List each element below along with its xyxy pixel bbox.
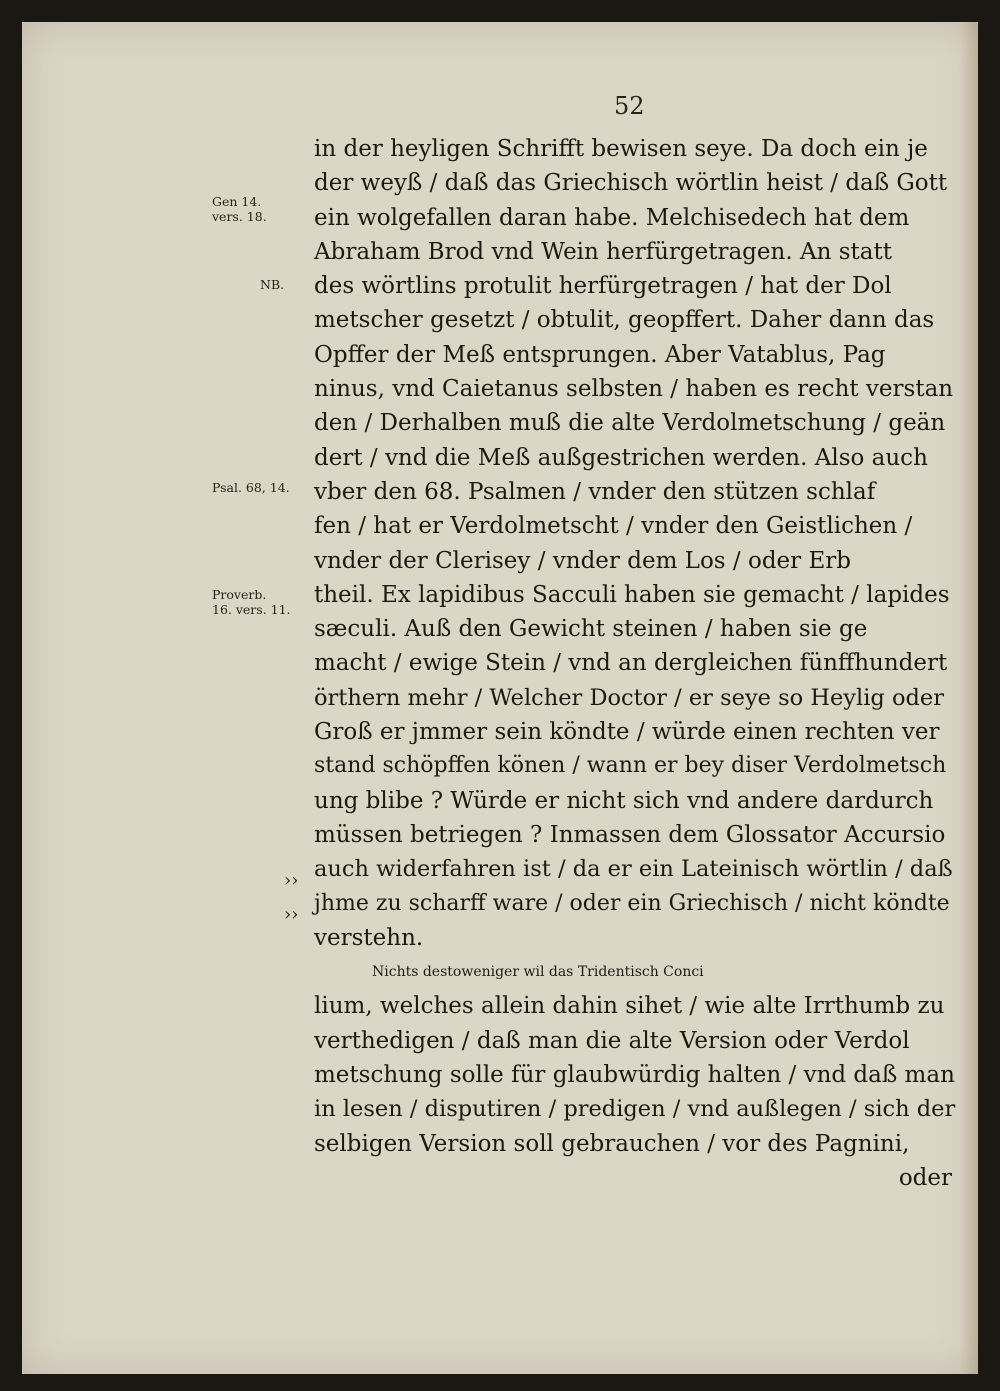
text-line: stand schöpffen könen / wann er bey diser Verdolmetsch — [314, 753, 947, 779]
quote-mark: ›› — [284, 904, 299, 925]
margin-note-psalm: Psal. 68, 14. — [212, 480, 290, 495]
book-page — [22, 22, 978, 1374]
text-line: verthedigen / daß man die alte Version oder Verdol — [314, 1027, 910, 1054]
margin-note-proverb-line-1: Proverb. — [212, 587, 267, 602]
text-line: in lesen / disputiren / predigen / vnd außlegen / sich der — [314, 1096, 956, 1123]
text-line: den / Derhalben muß die alte Verdolmetschung / geän — [314, 410, 946, 437]
text-line: in der heyligen Schrifft bewisen seye. Da doch ein je — [314, 136, 928, 162]
page-number: 52 — [614, 92, 645, 120]
margin-note-gen-line-1: Gen 14. — [212, 194, 262, 209]
text-line: ein wolgefallen daran habe. Melchisedech hat dem — [314, 204, 910, 231]
text-line: Opffer der Meß entsprungen. Aber Vatablus, Pag — [314, 341, 886, 368]
text-line: des wörtlins protulit herfürgetragen / hat der Dol — [314, 273, 892, 300]
text-line: theil. Ex lapidibus Sacculi haben sie gemacht / lapides — [314, 581, 950, 608]
text-line: Nichts destoweniger wil das Tridentisch Conci — [372, 964, 704, 981]
text-line: Groß er jmmer sein köndte / würde einen rechten ver — [314, 719, 940, 746]
text-line: fen / hat er Verdolmetscht / vnder den Geistlichen / — [314, 513, 913, 540]
text-line: verstehn. — [314, 924, 424, 951]
text-line: örthern mehr / Welcher Doctor / er seye so Heylig oder — [314, 684, 944, 711]
text-line: vnder der Clerisey / vnder dem Los / oder Erb — [314, 547, 851, 574]
text-line: Abraham Brod vnd Wein herfürgetragen. An statt — [314, 238, 892, 265]
text-line: jhme zu scharff ware / oder ein Griechisch / nicht köndte — [314, 890, 950, 916]
text-line: der weyß / daß das Griechisch wörtlin heist / daß Gott — [314, 170, 948, 197]
text-line: müssen betriegen ? Inmassen dem Glossator Accursio — [314, 821, 946, 848]
quote-mark: ›› — [284, 870, 299, 891]
text-line: ung blibe ? Würde er nicht sich vnd andere dardurch — [314, 787, 934, 814]
text-line: metschung solle für glaubwürdig halten / vnd daß man — [314, 1062, 955, 1089]
margin-note-nb: NB. — [260, 277, 285, 292]
text-line: lium, welches allein dahin sihet / wie alte Irrthumb zu — [314, 993, 945, 1020]
margin-note-proverb — [212, 587, 291, 617]
margin-note-proverb-line-2: 16. vers. 11. — [212, 602, 291, 617]
text-line: sæculi. Auß den Gewicht steinen / haben sie ge — [314, 616, 868, 643]
text-line: dert / vnd die Meß außgestrichen werden. Also auch — [314, 444, 928, 471]
text-line: metscher gesetzt / obtulit, geopffert. Daher dann das — [314, 307, 935, 334]
main-text — [314, 132, 954, 1195]
catchword: oder — [898, 1164, 952, 1191]
text-line: vber den 68. Psalmen / vnder den stützen schlaf — [314, 478, 876, 505]
margin-note-gen-line-2: vers. 18. — [212, 209, 267, 224]
text-line: selbigen Version soll gebrauchen / vor des Pagnini, — [314, 1130, 910, 1157]
text-line: macht / ewige Stein / vnd an dergleichen fünffhundert — [314, 650, 948, 677]
text-line: auch widerfahren ist / da er ein Lateinisch wörtlin / daß — [314, 856, 953, 883]
page-edge-shadow — [960, 22, 978, 1374]
text-line: ninus, vnd Caietanus selbsten / haben es recht verstan — [314, 376, 954, 403]
margin-note-gen — [212, 194, 267, 224]
